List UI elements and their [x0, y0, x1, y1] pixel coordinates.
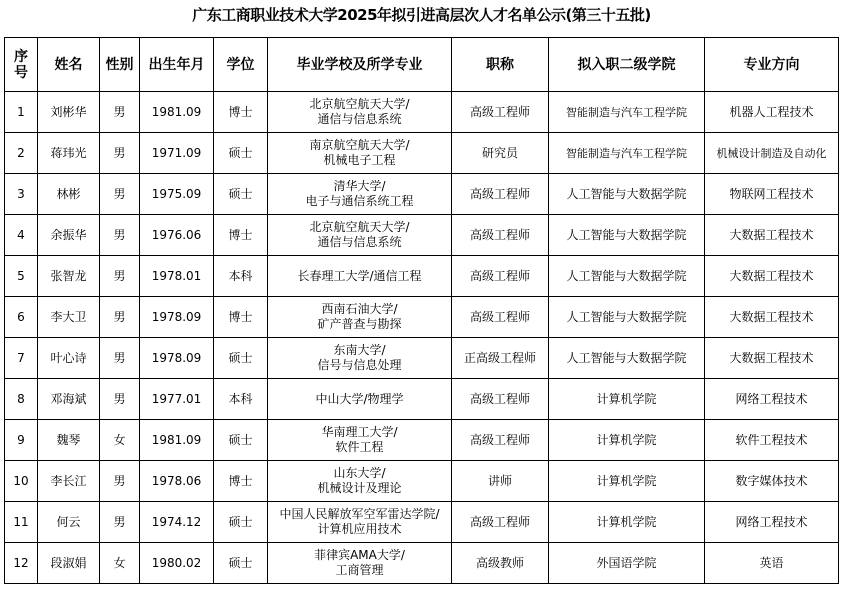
specialty-cell: 大数据工程技术: [705, 256, 839, 297]
header-col-school-major: 毕业学校及所学专业: [268, 38, 452, 92]
gender-cell: 男: [100, 215, 140, 256]
row-number-cell: 1: [5, 92, 38, 133]
row-number-cell: 2: [5, 133, 38, 174]
birth-date-cell: 1971.09: [140, 133, 214, 174]
job-title-cell: 研究员: [452, 133, 549, 174]
birth-date-cell: 1978.09: [140, 297, 214, 338]
header-col-gender: 性别: [100, 38, 140, 92]
specialty-cell: 物联网工程技术: [705, 174, 839, 215]
job-title-cell: 高级工程师: [452, 174, 549, 215]
job-title-cell: 讲师: [452, 461, 549, 502]
degree-cell: 博士: [214, 461, 268, 502]
row-number-cell: 3: [5, 174, 38, 215]
college-cell: 人工智能与大数据学院: [549, 297, 705, 338]
school-major-cell: [268, 338, 452, 379]
person-name-cell: 李长江: [38, 461, 100, 502]
person-name-cell: 蒋玮光: [38, 133, 100, 174]
person-name-cell: 邓海斌: [38, 379, 100, 420]
college-cell: 智能制造与汽车工程学院: [549, 133, 705, 174]
major-name: 机械设计及理论: [317, 481, 402, 495]
school-name: 西南石油大学/: [321, 302, 398, 316]
table-row: [5, 502, 839, 543]
table-row: [5, 174, 839, 215]
row-number-cell: 6: [5, 297, 38, 338]
job-title-cell: 正高级工程师: [452, 338, 549, 379]
person-name-cell: 魏琴: [38, 420, 100, 461]
school-major-cell: [268, 133, 452, 174]
birth-date-cell: 1978.06: [140, 461, 214, 502]
header-col-no: 序号: [5, 38, 38, 92]
school-major-cell: [268, 174, 452, 215]
row-number-cell: 8: [5, 379, 38, 420]
person-name-cell: 段淑娟: [38, 543, 100, 584]
degree-cell: 本科: [214, 256, 268, 297]
specialty-cell: 网络工程技术: [705, 379, 839, 420]
specialty-cell: 机器人工程技术: [705, 92, 839, 133]
gender-cell: 女: [100, 543, 140, 584]
specialty-cell: 网络工程技术: [705, 502, 839, 543]
school-name: 东南大学/: [333, 343, 386, 357]
birth-date-cell: 1980.02: [140, 543, 214, 584]
job-title-cell: 高级工程师: [452, 502, 549, 543]
school-name: 南京航空航天大学/: [309, 138, 410, 152]
row-number-cell: 9: [5, 420, 38, 461]
school-name: 长春理工大学/通信工程: [297, 268, 422, 283]
table-row: [5, 543, 839, 584]
school-major-cell: [268, 92, 452, 133]
header-col-title: 职称: [452, 38, 549, 92]
major-name: 通信与信息系统: [317, 112, 402, 126]
header-col-degree: 学位: [214, 38, 268, 92]
gender-cell: 男: [100, 502, 140, 543]
college-cell: 人工智能与大数据学院: [549, 338, 705, 379]
college-cell: 人工智能与大数据学院: [549, 256, 705, 297]
header-col-college: 拟入职二级学院: [549, 38, 705, 92]
school-major-cell: [268, 297, 452, 338]
major-name: 电子与通信系统工程: [305, 194, 414, 208]
gender-cell: 男: [100, 92, 140, 133]
birth-date-cell: 1975.09: [140, 174, 214, 215]
college-cell: 人工智能与大数据学院: [549, 215, 705, 256]
header-col-birth: 出生年月: [140, 38, 214, 92]
specialty-cell: 大数据工程技术: [705, 338, 839, 379]
birth-date-cell: 1978.01: [140, 256, 214, 297]
degree-cell: 硕士: [214, 174, 268, 215]
degree-cell: 硕士: [214, 502, 268, 543]
degree-cell: 博士: [214, 297, 268, 338]
person-name-cell: 余振华: [38, 215, 100, 256]
degree-cell: 博士: [214, 92, 268, 133]
birth-date-cell: 1976.06: [140, 215, 214, 256]
table-row: [5, 92, 839, 133]
job-title-cell: 高级工程师: [452, 420, 549, 461]
person-name-cell: 何云: [38, 502, 100, 543]
person-name-cell: 李大卫: [38, 297, 100, 338]
major-name: 机械电子工程: [323, 153, 396, 167]
job-title-cell: 高级工程师: [452, 256, 549, 297]
birth-date-cell: 1977.01: [140, 379, 214, 420]
gender-cell: 女: [100, 420, 140, 461]
table-row: [5, 338, 839, 379]
major-name: 信号与信息处理: [317, 358, 402, 372]
row-number-cell: 5: [5, 256, 38, 297]
major-name: 矿产普查与勘探: [317, 317, 402, 331]
specialty-cell: 软件工程技术: [705, 420, 839, 461]
job-title-cell: 高级工程师: [452, 92, 549, 133]
school-major-cell: [268, 502, 452, 543]
school-major-cell: [268, 420, 452, 461]
job-title-cell: 高级教师: [452, 543, 549, 584]
degree-cell: 硕士: [214, 543, 268, 584]
header-col-field: 专业方向: [705, 38, 839, 92]
degree-cell: 硕士: [214, 338, 268, 379]
table-row: [5, 215, 839, 256]
table-row: [5, 461, 839, 502]
school-name: 北京航空航天大学/: [309, 97, 410, 111]
row-number-cell: 11: [5, 502, 38, 543]
specialty-cell: 英语: [705, 543, 839, 584]
page-title: 广东工商职业技术大学2025年拟引进高层次人才名单公示(第三十五批): [192, 6, 651, 24]
table-row: [5, 420, 839, 461]
major-name: 工商管理: [335, 563, 384, 577]
major-name: 软件工程: [335, 440, 384, 454]
gender-cell: 男: [100, 133, 140, 174]
school-major-cell: [268, 379, 452, 420]
gender-cell: 男: [100, 379, 140, 420]
job-title-cell: 高级工程师: [452, 215, 549, 256]
school-name: 北京航空航天大学/: [309, 220, 410, 234]
degree-cell: 本科: [214, 379, 268, 420]
school-name: 清华大学/: [333, 179, 386, 193]
specialty-cell: 机械设计制造及自动化: [705, 133, 839, 174]
job-title-cell: 高级工程师: [452, 379, 549, 420]
person-name-cell: 林彬: [38, 174, 100, 215]
job-title-cell: 高级工程师: [452, 297, 549, 338]
school-major-cell: [268, 215, 452, 256]
person-name-cell: 刘彬华: [38, 92, 100, 133]
school-major-cell: [268, 256, 452, 297]
row-number-cell: 10: [5, 461, 38, 502]
college-cell: 计算机学院: [549, 502, 705, 543]
college-cell: 计算机学院: [549, 461, 705, 502]
person-name-cell: 叶心诗: [38, 338, 100, 379]
birth-date-cell: 1974.12: [140, 502, 214, 543]
table-row: [5, 297, 839, 338]
row-number-cell: 4: [5, 215, 38, 256]
school-name: 中山大学/物理学: [315, 391, 404, 406]
table-row: [5, 256, 839, 297]
table-row: [5, 133, 839, 174]
college-cell: 智能制造与汽车工程学院: [549, 92, 705, 133]
college-cell: 外国语学院: [549, 543, 705, 584]
gender-cell: 男: [100, 256, 140, 297]
college-cell: 计算机学院: [549, 379, 705, 420]
school-name: 中国人民解放军空军雷达学院/: [279, 507, 440, 521]
school-name: 华南理工大学/: [321, 425, 398, 439]
gender-cell: 男: [100, 174, 140, 215]
degree-cell: 博士: [214, 215, 268, 256]
header-col-name: 姓名: [38, 38, 100, 92]
birth-date-cell: 1981.09: [140, 420, 214, 461]
school-name: 山东大学/: [333, 466, 386, 480]
school-name: 菲律宾AMA大学/: [314, 548, 405, 562]
table-row: [5, 379, 839, 420]
gender-cell: 男: [100, 297, 140, 338]
person-name-cell: 张智龙: [38, 256, 100, 297]
talent-table: [4, 37, 839, 584]
degree-cell: 硕士: [214, 133, 268, 174]
birth-date-cell: 1981.09: [140, 92, 214, 133]
college-cell: 人工智能与大数据学院: [549, 174, 705, 215]
degree-cell: 硕士: [214, 420, 268, 461]
specialty-cell: 大数据工程技术: [705, 215, 839, 256]
school-major-cell: [268, 543, 452, 584]
row-number-cell: 12: [5, 543, 38, 584]
major-name: 计算机应用技术: [317, 522, 402, 536]
gender-cell: 男: [100, 461, 140, 502]
header-row: [5, 38, 839, 92]
birth-date-cell: 1978.09: [140, 338, 214, 379]
school-major-cell: [268, 461, 452, 502]
row-number-cell: 7: [5, 338, 38, 379]
specialty-cell: 大数据工程技术: [705, 297, 839, 338]
specialty-cell: 数字媒体技术: [705, 461, 839, 502]
gender-cell: 男: [100, 338, 140, 379]
major-name: 通信与信息系统: [317, 235, 402, 249]
college-cell: 计算机学院: [549, 420, 705, 461]
